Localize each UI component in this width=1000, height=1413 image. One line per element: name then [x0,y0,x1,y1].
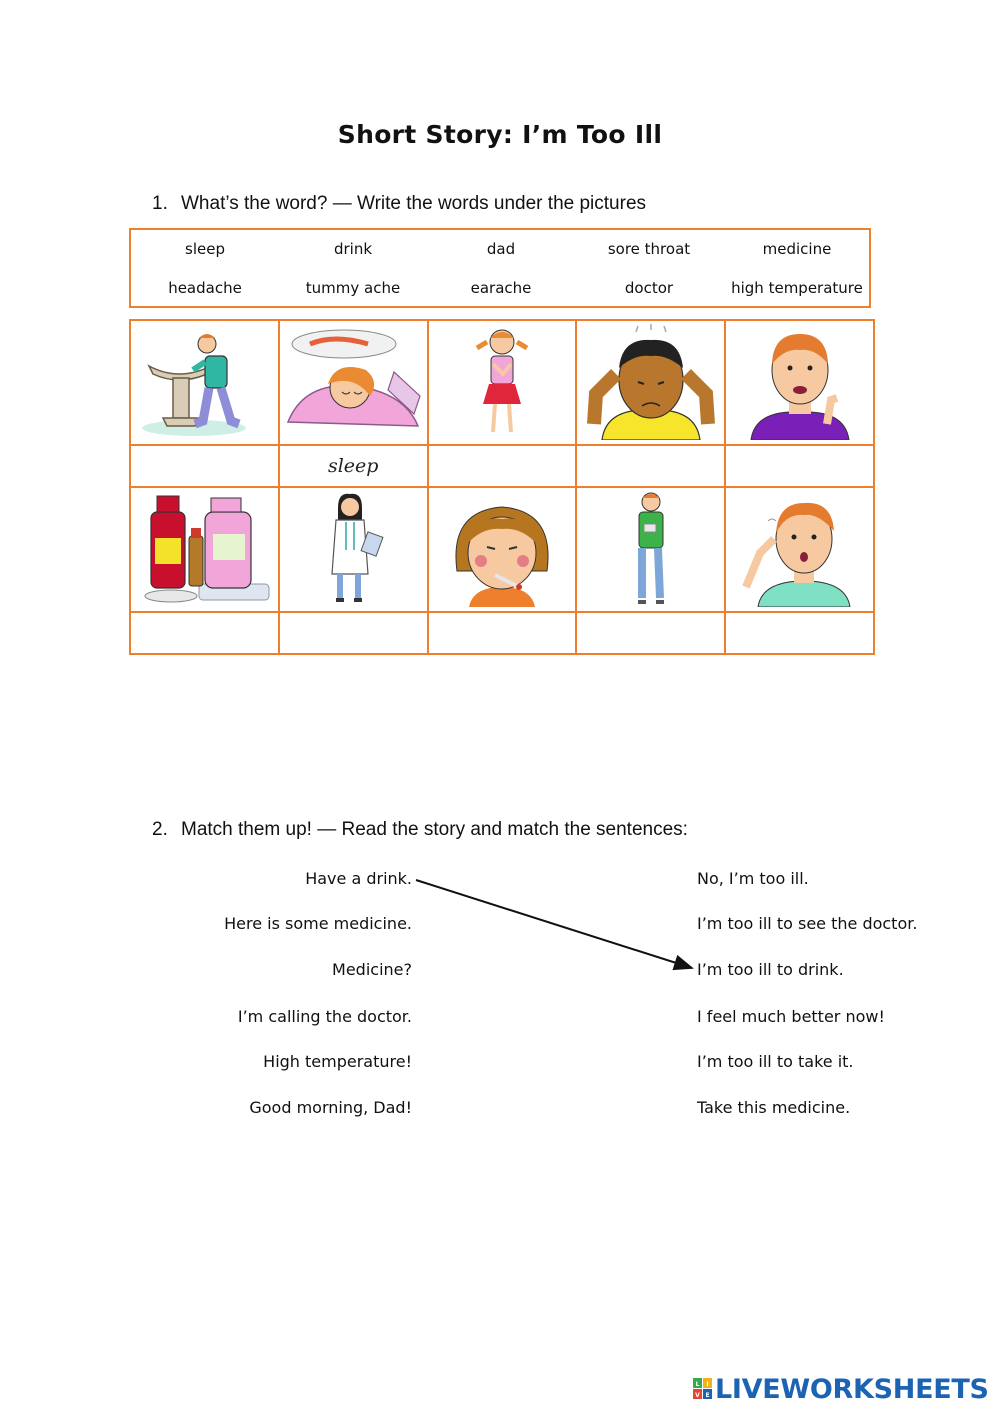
word-bank-item: drink [333,240,373,258]
match-right-item[interactable]: I’m too ill to see the doctor. [697,914,918,933]
match-right-item[interactable]: Take this medicine. [697,1098,851,1117]
word-bank-item: tummy ache [305,279,401,297]
match-left-item[interactable]: Here is some medicine. [224,914,412,933]
match-right-item[interactable]: I feel much better now! [697,1007,885,1026]
match-left-item[interactable]: Have a drink. [305,869,412,888]
svg-text:E: E [705,1392,710,1399]
question-1-instruction: What’s the word? — Write the words under the pictures [181,193,647,214]
liveworksheets-logo-icon [693,1378,713,1400]
match-right-item[interactable]: I’m too ill to drink. [697,960,844,979]
question-2-instruction: Match them up! — Read the story and match the sentences: [181,819,688,840]
match-left-item[interactable]: Good morning, Dad! [249,1098,412,1117]
match-left-item[interactable]: High temperature! [263,1052,412,1071]
word-bank-item: dad [486,240,516,258]
match-right-item[interactable]: No, I’m too ill. [697,869,809,888]
word-bank-item: high temperature [731,279,863,297]
match-connector-line [416,880,692,968]
word-bank-item: sore throat [607,240,691,258]
liveworksheets-brand [693,1372,989,1406]
brand-name: LIVEWORKSHEETS [715,1373,989,1405]
word-bank-item: medicine [762,240,832,258]
match-left-item[interactable]: I’m calling the doctor. [237,1007,412,1026]
match-left-item[interactable]: Medicine? [332,960,412,979]
word-bank-item: earache [470,279,532,297]
svg-text:I: I [706,1381,709,1388]
answer-text: sleep [327,454,379,477]
question-2-number: 2. [152,819,168,840]
svg-text:L: L [695,1381,700,1388]
question-1-number: 1. [152,193,168,214]
word-bank-item: sleep [185,240,225,258]
match-right-item[interactable]: I’m too ill to take it. [697,1052,854,1071]
word-bank-item: headache [168,279,242,297]
svg-text:V: V [695,1392,700,1399]
page-title: Short Story: I’m Too Ill [337,120,663,149]
word-bank-item: doctor [624,279,674,297]
